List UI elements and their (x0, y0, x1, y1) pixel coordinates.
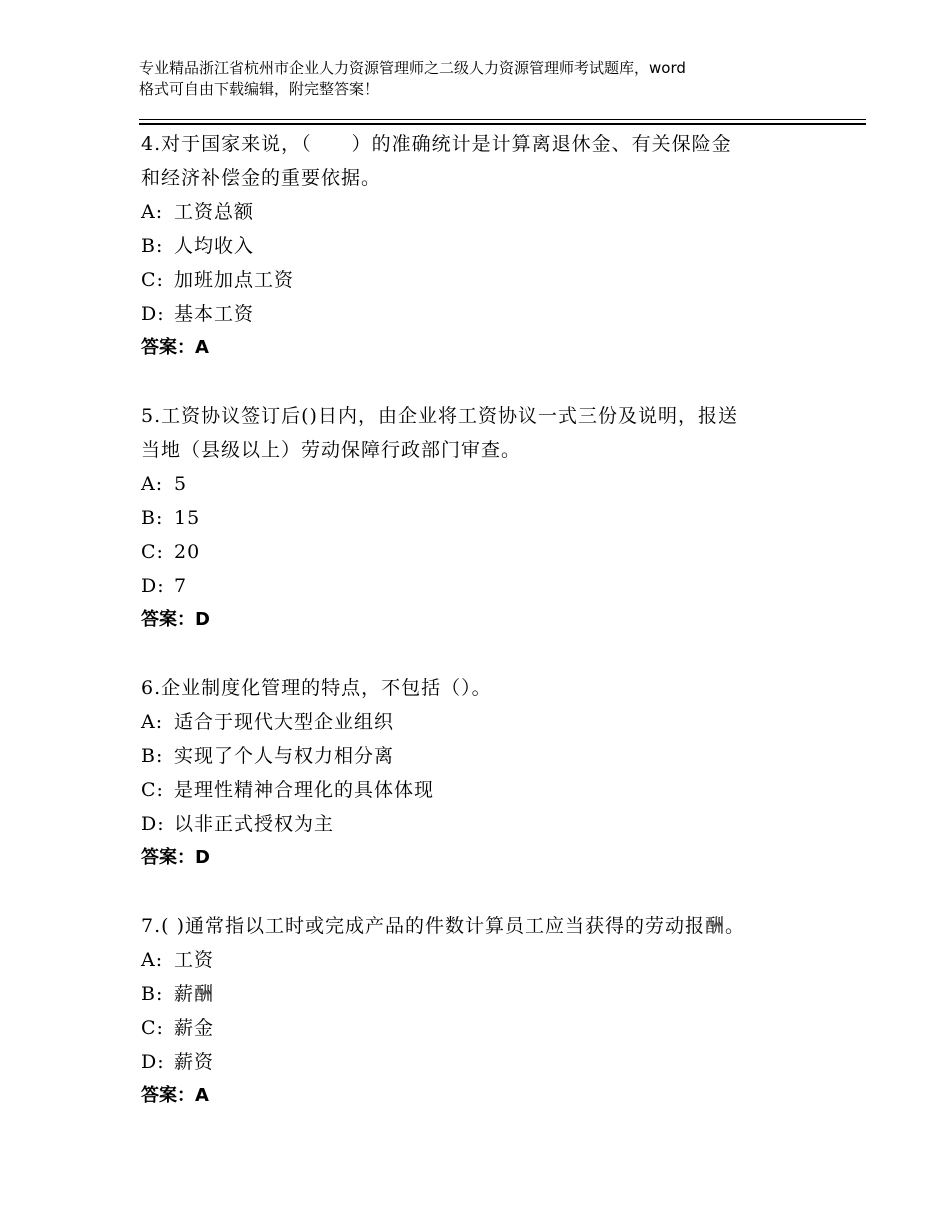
option-text: 薪酬 (174, 983, 215, 1005)
question-stem: 和经济补偿金的重要依据。 (141, 167, 382, 189)
header-divider-thick (139, 123, 866, 125)
option-text: 是理性精神合理化的具体体现 (174, 779, 435, 801)
option-text: 适合于现代大型企业组织 (174, 711, 395, 733)
question-list (141, 127, 841, 1113)
option-letter: B: (141, 983, 164, 1005)
option-letter: B: (141, 235, 164, 257)
option-c (141, 263, 841, 297)
option-b (141, 501, 841, 535)
question-item (141, 909, 841, 1113)
option-letter: A: (141, 949, 164, 971)
option-text: 7 (174, 575, 188, 597)
option-d (141, 297, 841, 331)
option-text: 薪资 (174, 1051, 215, 1073)
option-c (141, 1011, 841, 1045)
option-text: 以非正式授权为主 (174, 813, 335, 835)
option-letter: D: (141, 813, 165, 835)
option-letter: D: (141, 575, 165, 597)
document-header (139, 58, 839, 100)
option-text: 15 (174, 507, 201, 529)
question-stem: 5.工资协议签订后()日内，由企业将工资协议一式三份及说明，报送 (141, 405, 738, 427)
option-letter: B: (141, 745, 164, 767)
option-letter: A: (141, 473, 164, 495)
option-b (141, 739, 841, 773)
option-text: 工资总额 (174, 201, 255, 223)
question-stem: 6.企业制度化管理的特点，不包括（）。 (141, 677, 492, 699)
option-letter: C: (141, 779, 164, 801)
question-item (141, 671, 841, 875)
option-c (141, 773, 841, 807)
option-a (141, 943, 841, 977)
option-letter: C: (141, 269, 164, 291)
option-letter: C: (141, 541, 164, 563)
answer-line: 答案：A (141, 337, 209, 358)
option-c (141, 535, 841, 569)
option-b (141, 229, 841, 263)
option-text: 工资 (174, 949, 215, 971)
option-letter: A: (141, 201, 164, 223)
spacer (141, 637, 841, 671)
option-text: 实现了个人与权力相分离 (174, 745, 395, 767)
question-stem: 7.( )通常指以工时或完成产品的件数计算员工应当获得的劳动报酬。 (141, 915, 745, 937)
question-item (141, 399, 841, 637)
spacer (141, 875, 841, 909)
option-d (141, 569, 841, 603)
question-item (141, 127, 841, 365)
answer-line: 答案：A (141, 1085, 209, 1106)
question-stem: 4.对于国家来说，（ ）的准确统计是计算离退休金、有关保险金 (141, 133, 732, 155)
option-text: 5 (174, 473, 188, 495)
option-letter: D: (141, 303, 165, 325)
question-stem: 当地（县级以上）劳动保障行政部门审查。 (141, 439, 522, 461)
answer-line: 答案：D (141, 609, 210, 630)
option-letter: C: (141, 1017, 164, 1039)
option-text: 加班加点工资 (174, 269, 295, 291)
answer-line: 答案：D (141, 847, 210, 868)
option-a (141, 705, 841, 739)
option-letter: A: (141, 711, 164, 733)
option-a (141, 195, 841, 229)
option-a (141, 467, 841, 501)
option-text: 20 (174, 541, 201, 563)
spacer (141, 365, 841, 399)
option-letter: B: (141, 507, 164, 529)
header-title-line-1: 专业精品浙江省杭州市企业人力资源管理师之二级人力资源管理师考试题库，word (139, 59, 686, 77)
header-title-line-2: 格式可自由下载编辑，附完整答案！ (139, 80, 380, 98)
option-text: 人均收入 (174, 235, 255, 257)
option-d (141, 1045, 841, 1079)
option-text: 薪金 (174, 1017, 215, 1039)
header-divider-thin (139, 119, 866, 120)
option-d (141, 807, 841, 841)
option-text: 基本工资 (174, 303, 255, 325)
option-letter: D: (141, 1051, 165, 1073)
option-b (141, 977, 841, 1011)
